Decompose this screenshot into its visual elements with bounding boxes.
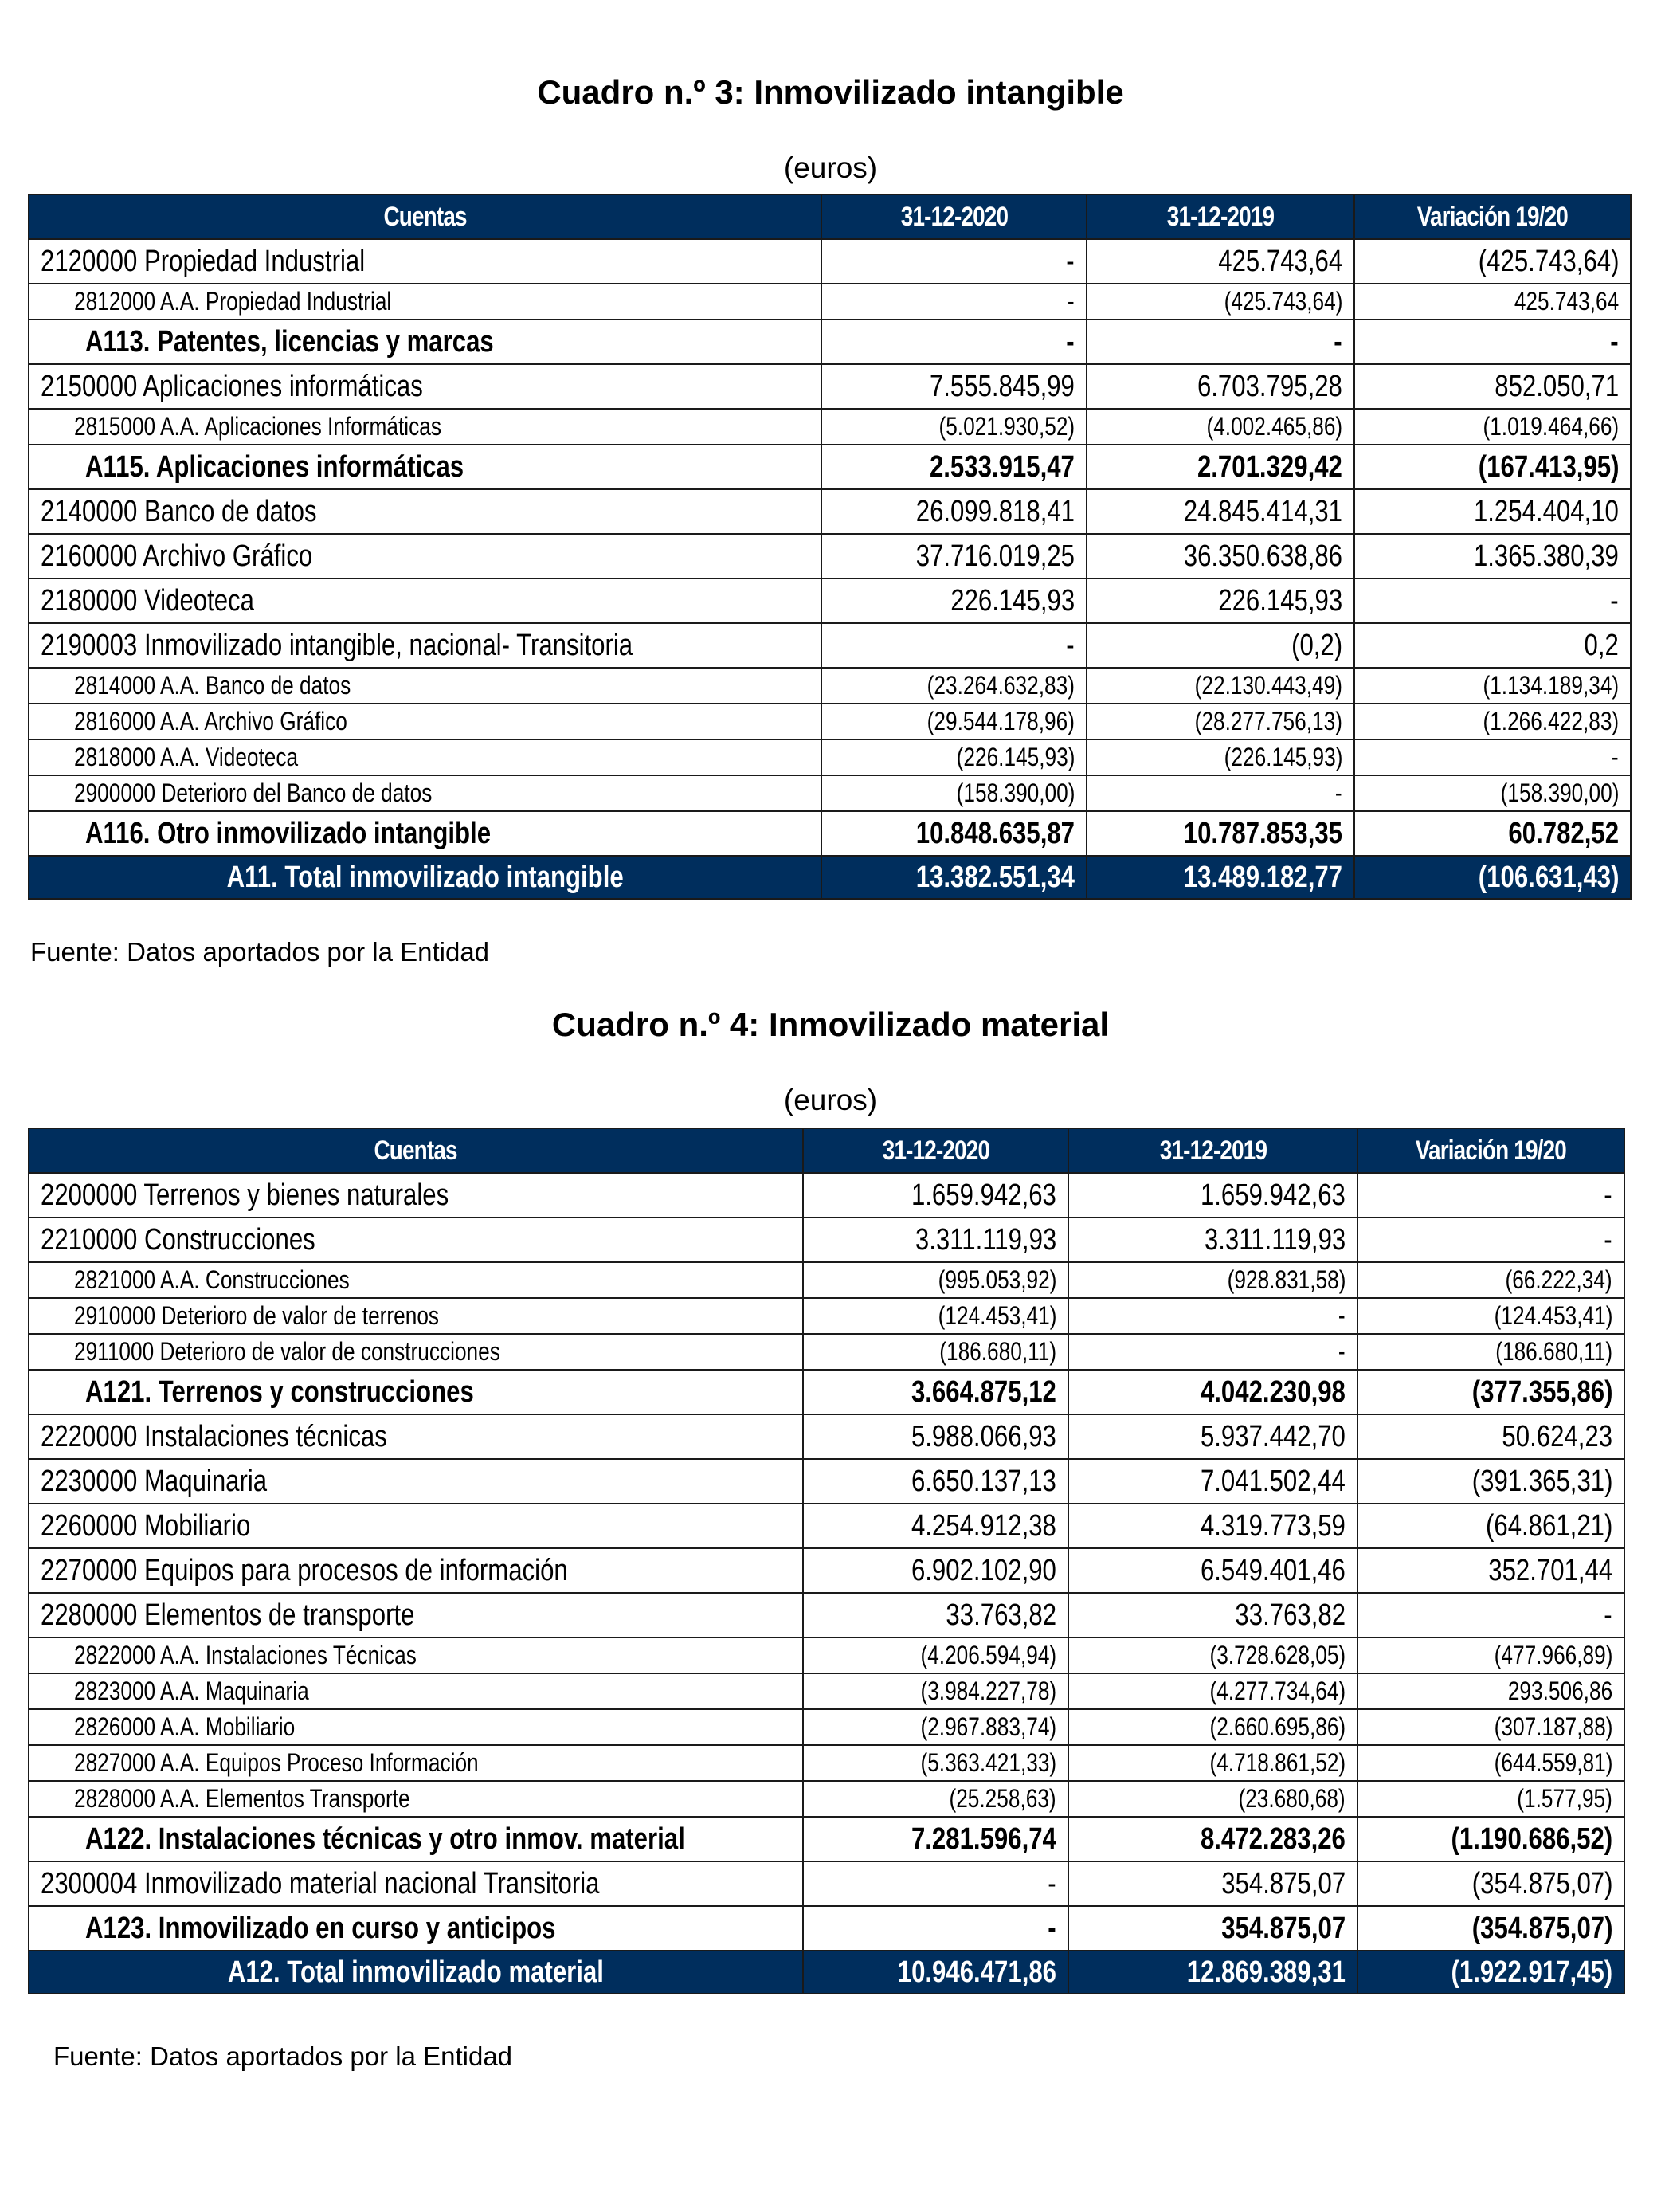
subtotal-row <box>29 445 1631 489</box>
value-2020-cell: 7.555.845,99 <box>821 364 1087 409</box>
value-2019-cell: 12.869.389,31 <box>1068 1951 1357 1994</box>
account-cell: A113. Patentes, licencias y marcas <box>29 320 821 364</box>
table-row <box>29 1781 1624 1817</box>
value-2019-cell: - <box>1087 775 1354 811</box>
account-cell: A115. Aplicaciones informáticas <box>29 445 821 489</box>
variation-cell: - <box>1357 1173 1624 1218</box>
table-row <box>29 1218 1624 1262</box>
table-row <box>29 1414 1624 1459</box>
value-2020-cell: (124.453,41) <box>803 1298 1068 1334</box>
variation-cell: (377.355,86) <box>1357 1370 1624 1414</box>
account-cell: 2120000 Propiedad Industrial <box>29 239 821 284</box>
table-row <box>29 1861 1624 1906</box>
value-2019-cell: (4.002.465,86) <box>1087 409 1354 445</box>
variation-cell: - <box>1354 578 1631 623</box>
value-2020-cell: 10.946.471,86 <box>803 1951 1068 1994</box>
variation-cell: 60.782,52 <box>1354 811 1631 856</box>
value-2020-cell: (4.206.594,94) <box>803 1637 1068 1673</box>
account-cell: 2150000 Aplicaciones informáticas <box>29 364 821 409</box>
table-row <box>29 1262 1624 1298</box>
table-row <box>29 775 1631 811</box>
cuadro3-title: Cuadro n.º 3: Inmovilizado intangible <box>537 73 1124 111</box>
value-2020-cell: (2.967.883,74) <box>803 1709 1068 1745</box>
value-2020-cell: 7.281.596,74 <box>803 1817 1068 1861</box>
value-2020-cell: (186.680,11) <box>803 1334 1068 1370</box>
column-header-variacion: Variación 19/20 <box>1357 1128 1624 1173</box>
value-2019-cell: (22.130.443,49) <box>1087 668 1354 704</box>
variation-cell: 293.506,86 <box>1357 1673 1624 1709</box>
value-2019-cell: 8.472.283,26 <box>1068 1817 1357 1861</box>
variation-cell: (307.187,88) <box>1357 1709 1624 1745</box>
cuadro3-units: (euros) <box>783 151 878 184</box>
variation-cell: (425.743,64) <box>1354 239 1631 284</box>
variation-cell: (354.875,07) <box>1357 1906 1624 1951</box>
value-2019-cell: - <box>1068 1334 1357 1370</box>
account-cell: A116. Otro inmovilizado intangible <box>29 811 821 856</box>
account-cell: 2230000 Maquinaria <box>29 1459 803 1504</box>
variation-cell: (354.875,07) <box>1357 1861 1624 1906</box>
value-2020-cell: 3.311.119,93 <box>803 1218 1068 1262</box>
variation-cell: (186.680,11) <box>1357 1334 1624 1370</box>
column-header-variacion: Variación 19/20 <box>1354 194 1631 239</box>
variation-cell: (1.134.189,34) <box>1354 668 1631 704</box>
account-cell: 2300004 Inmovilizado material nacional Transitoria <box>29 1861 803 1906</box>
variation-cell: 0,2 <box>1354 623 1631 668</box>
cuadro3-source: Fuente: Datos aportados por la Entidad <box>30 937 490 967</box>
value-2019-cell: (928.831,58) <box>1068 1262 1357 1298</box>
variation-cell: - <box>1354 320 1631 364</box>
value-2020-cell: - <box>821 623 1087 668</box>
account-cell: 2814000 A.A. Banco de datos <box>29 668 821 704</box>
value-2019-cell: 1.659.942,63 <box>1068 1173 1357 1218</box>
value-2020-cell: 4.254.912,38 <box>803 1504 1068 1548</box>
value-2019-cell: 2.701.329,42 <box>1087 445 1354 489</box>
variation-cell: - <box>1354 739 1631 775</box>
value-2020-cell: 37.716.019,25 <box>821 534 1087 578</box>
account-cell: 2140000 Banco de datos <box>29 489 821 534</box>
value-2020-cell: 26.099.818,41 <box>821 489 1087 534</box>
account-cell: 2911000 Deterioro de valor de construcciones <box>29 1334 803 1370</box>
variation-cell: (391.365,31) <box>1357 1459 1624 1504</box>
account-cell: 2900000 Deterioro del Banco de datos <box>29 775 821 811</box>
column-header-2019: 31-12-2019 <box>1087 194 1354 239</box>
table-row <box>29 578 1631 623</box>
cuadro4-title: Cuadro n.º 4: Inmovilizado material <box>551 1006 1110 1043</box>
total-row <box>29 856 1631 899</box>
value-2019-cell: 6.703.795,28 <box>1087 364 1354 409</box>
variation-cell: 50.624,23 <box>1357 1414 1624 1459</box>
account-cell: 2190003 Inmovilizado intangible, nacional- Transitoria <box>29 623 821 668</box>
value-2020-cell: 3.664.875,12 <box>803 1370 1068 1414</box>
total-row <box>29 1951 1624 1994</box>
account-cell: A12. Total inmovilizado material <box>29 1951 803 1994</box>
column-header-cuentas: Cuentas <box>29 194 821 239</box>
variation-cell: (644.559,81) <box>1357 1745 1624 1781</box>
account-cell: 2270000 Equipos para procesos de información <box>29 1548 803 1593</box>
table-row <box>29 1298 1624 1334</box>
subtotal-row <box>29 1817 1624 1861</box>
subtotal-row <box>29 1370 1624 1414</box>
table-row <box>29 489 1631 534</box>
value-2019-cell: 10.787.853,35 <box>1087 811 1354 856</box>
account-cell: A122. Instalaciones técnicas y otro inmov. material <box>29 1817 803 1861</box>
value-2020-cell: (3.984.227,78) <box>803 1673 1068 1709</box>
table-row <box>29 364 1631 409</box>
value-2019-cell: (4.277.734,64) <box>1068 1673 1357 1709</box>
value-2020-cell: 5.988.066,93 <box>803 1414 1068 1459</box>
variation-cell: 352.701,44 <box>1357 1548 1624 1593</box>
variation-cell: (66.222,34) <box>1357 1262 1624 1298</box>
value-2020-cell: (158.390,00) <box>821 775 1087 811</box>
value-2020-cell: - <box>821 320 1087 364</box>
table-row <box>29 1593 1624 1637</box>
value-2020-cell: 13.382.551,34 <box>821 856 1087 899</box>
table-row <box>29 1745 1624 1781</box>
table-row <box>29 409 1631 445</box>
value-2020-cell: - <box>803 1906 1068 1951</box>
variation-cell: (167.413,95) <box>1354 445 1631 489</box>
value-2020-cell: (5.363.421,33) <box>803 1745 1068 1781</box>
value-2019-cell: 425.743,64 <box>1087 239 1354 284</box>
variation-cell: (1.577,95) <box>1357 1781 1624 1817</box>
variation-cell: (1.019.464,66) <box>1354 409 1631 445</box>
variation-cell: (64.861,21) <box>1357 1504 1624 1548</box>
value-2019-cell: 226.145,93 <box>1087 578 1354 623</box>
value-2019-cell: 5.937.442,70 <box>1068 1414 1357 1459</box>
table-row <box>29 1459 1624 1504</box>
account-cell: 2818000 A.A. Videoteca <box>29 739 821 775</box>
value-2020-cell: (25.258,63) <box>803 1781 1068 1817</box>
value-2019-cell: - <box>1087 320 1354 364</box>
value-2019-cell: (0,2) <box>1087 623 1354 668</box>
column-header-2019: 31-12-2019 <box>1068 1128 1357 1173</box>
account-cell: 2821000 A.A. Construcciones <box>29 1262 803 1298</box>
variation-cell: 425.743,64 <box>1354 284 1631 320</box>
table-row <box>29 704 1631 739</box>
value-2020-cell: (23.264.632,83) <box>821 668 1087 704</box>
value-2019-cell: 6.549.401,46 <box>1068 1548 1357 1593</box>
value-2020-cell: - <box>803 1861 1068 1906</box>
table-row <box>29 1709 1624 1745</box>
value-2019-cell: 36.350.638,86 <box>1087 534 1354 578</box>
value-2020-cell: (995.053,92) <box>803 1262 1068 1298</box>
table-row <box>29 1637 1624 1673</box>
table-row <box>29 284 1631 320</box>
account-cell: 2816000 A.A. Archivo Gráfico <box>29 704 821 739</box>
value-2019-cell: (28.277.756,13) <box>1087 704 1354 739</box>
account-cell: 2180000 Videoteca <box>29 578 821 623</box>
value-2019-cell: 4.042.230,98 <box>1068 1370 1357 1414</box>
variation-cell: (1.266.422,83) <box>1354 704 1631 739</box>
value-2020-cell: 6.902.102,90 <box>803 1548 1068 1593</box>
value-2020-cell: (5.021.930,52) <box>821 409 1087 445</box>
value-2019-cell: 3.311.119,93 <box>1068 1218 1357 1262</box>
value-2020-cell: (226.145,93) <box>821 739 1087 775</box>
table-row <box>29 739 1631 775</box>
account-cell: 2200000 Terrenos y bienes naturales <box>29 1173 803 1218</box>
account-cell: 2827000 A.A. Equipos Proceso Información <box>29 1745 803 1781</box>
table-row <box>29 534 1631 578</box>
value-2019-cell: 13.489.182,77 <box>1087 856 1354 899</box>
value-2019-cell: (4.718.861,52) <box>1068 1745 1357 1781</box>
value-2020-cell: (29.544.178,96) <box>821 704 1087 739</box>
account-cell: 2823000 A.A. Maquinaria <box>29 1673 803 1709</box>
subtotal-row <box>29 320 1631 364</box>
variation-cell: 852.050,71 <box>1354 364 1631 409</box>
account-cell: 2280000 Elementos de transporte <box>29 1593 803 1637</box>
value-2019-cell: - <box>1068 1298 1357 1334</box>
table-header-row <box>29 194 1631 239</box>
account-cell: 2826000 A.A. Mobiliario <box>29 1709 803 1745</box>
table-row <box>29 239 1631 284</box>
variation-cell: 1.365.380,39 <box>1354 534 1631 578</box>
subtotal-row <box>29 1906 1624 1951</box>
value-2020-cell: 2.533.915,47 <box>821 445 1087 489</box>
value-2020-cell: 33.763,82 <box>803 1593 1068 1637</box>
table-row <box>29 1504 1624 1548</box>
value-2019-cell: 7.041.502,44 <box>1068 1459 1357 1504</box>
account-cell: 2812000 A.A. Propiedad Industrial <box>29 284 821 320</box>
table-row <box>29 623 1631 668</box>
variation-cell: (124.453,41) <box>1357 1298 1624 1334</box>
cuadro4-source: Fuente: Datos aportados por la Entidad <box>53 2041 513 2071</box>
table-row <box>29 1173 1624 1218</box>
value-2020-cell: 6.650.137,13 <box>803 1459 1068 1504</box>
account-cell: A121. Terrenos y construcciones <box>29 1370 803 1414</box>
account-cell: 2160000 Archivo Gráfico <box>29 534 821 578</box>
column-header-2020: 31-12-2020 <box>821 194 1087 239</box>
cuadro3-table <box>28 194 1632 900</box>
table-row <box>29 668 1631 704</box>
account-cell: A11. Total inmovilizado intangible <box>29 856 821 899</box>
variation-cell: (1.922.917,45) <box>1357 1951 1624 1994</box>
value-2019-cell: 354.875,07 <box>1068 1906 1357 1951</box>
variation-cell: 1.254.404,10 <box>1354 489 1631 534</box>
account-cell: 2260000 Mobiliario <box>29 1504 803 1548</box>
account-cell: A123. Inmovilizado en curso y anticipos <box>29 1906 803 1951</box>
cuadro4-table <box>28 1128 1625 1994</box>
value-2019-cell: (2.660.695,86) <box>1068 1709 1357 1745</box>
value-2019-cell: 354.875,07 <box>1068 1861 1357 1906</box>
value-2019-cell: 24.845.414,31 <box>1087 489 1354 534</box>
cuadro4-units: (euros) <box>783 1084 878 1116</box>
account-cell: 2828000 A.A. Elementos Transporte <box>29 1781 803 1817</box>
account-cell: 2815000 A.A. Aplicaciones Informáticas <box>29 409 821 445</box>
table-header-row <box>29 1128 1624 1173</box>
value-2020-cell: 226.145,93 <box>821 578 1087 623</box>
table-row <box>29 1334 1624 1370</box>
value-2019-cell: (3.728.628,05) <box>1068 1637 1357 1673</box>
account-cell: 2822000 A.A. Instalaciones Técnicas <box>29 1637 803 1673</box>
value-2020-cell: - <box>821 239 1087 284</box>
account-cell: 2210000 Construcciones <box>29 1218 803 1262</box>
value-2019-cell: (23.680,68) <box>1068 1781 1357 1817</box>
value-2019-cell: 4.319.773,59 <box>1068 1504 1357 1548</box>
table-row <box>29 1548 1624 1593</box>
account-cell: 2220000 Instalaciones técnicas <box>29 1414 803 1459</box>
value-2019-cell: 33.763,82 <box>1068 1593 1357 1637</box>
value-2020-cell: 1.659.942,63 <box>803 1173 1068 1218</box>
column-header-cuentas: Cuentas <box>29 1128 803 1173</box>
table-row <box>29 1673 1624 1709</box>
value-2020-cell: 10.848.635,87 <box>821 811 1087 856</box>
value-2019-cell: (226.145,93) <box>1087 739 1354 775</box>
variation-cell: (106.631,43) <box>1354 856 1631 899</box>
variation-cell: (158.390,00) <box>1354 775 1631 811</box>
value-2020-cell: - <box>821 284 1087 320</box>
variation-cell: - <box>1357 1218 1624 1262</box>
variation-cell: - <box>1357 1593 1624 1637</box>
column-header-2020: 31-12-2020 <box>803 1128 1068 1173</box>
subtotal-row <box>29 811 1631 856</box>
value-2019-cell: (425.743,64) <box>1087 284 1354 320</box>
variation-cell: (477.966,89) <box>1357 1637 1624 1673</box>
variation-cell: (1.190.686,52) <box>1357 1817 1624 1861</box>
account-cell: 2910000 Deterioro de valor de terrenos <box>29 1298 803 1334</box>
